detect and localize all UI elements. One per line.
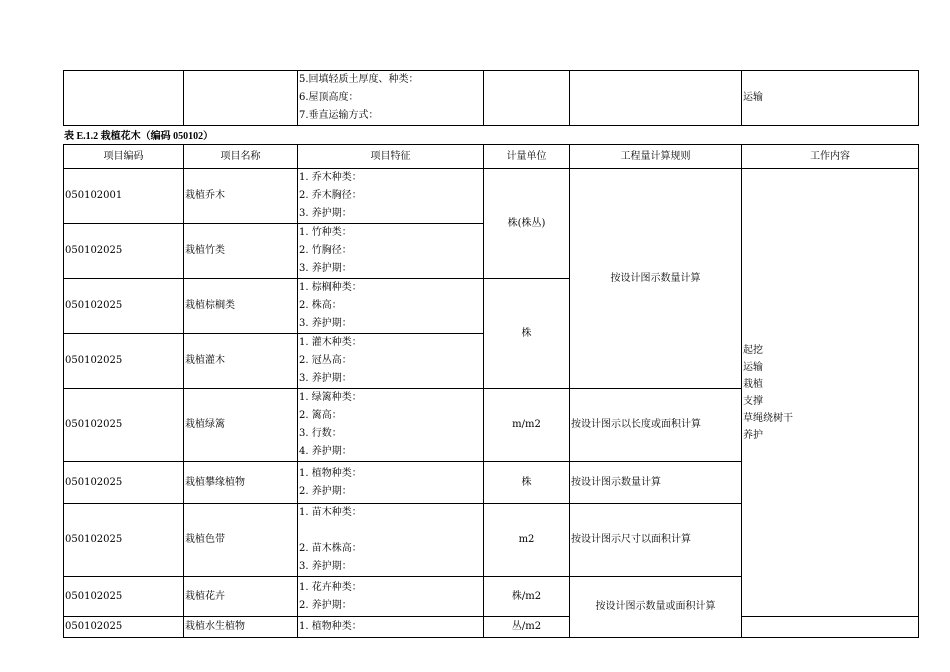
work-cell — [742, 617, 919, 638]
feature-line: 1. 竹种类： — [299, 227, 352, 238]
name-cell: 栽植花卉 — [184, 577, 298, 617]
feature-line: 2. 株高： — [299, 300, 342, 311]
feature-line: 3. 养护期： — [299, 373, 352, 384]
name-cell: 栽植竹类 — [184, 224, 298, 279]
continuation-table — [63, 70, 919, 126]
code-cell: 050102025 — [64, 462, 184, 504]
work-item: 草绳绕树干 — [743, 412, 793, 424]
work-item: 栽植 — [743, 378, 763, 390]
code-cell — [64, 71, 184, 126]
feature-line: 1. 苗木种类： — [299, 507, 362, 518]
code-cell: 050102025 — [64, 577, 184, 617]
name-cell: 栽植色带 — [184, 504, 298, 577]
features-cell — [298, 504, 484, 577]
work-cell: 运输 — [742, 71, 919, 126]
features-cell — [298, 389, 484, 462]
code-cell: 050102025 — [64, 617, 184, 638]
table-row — [64, 169, 919, 224]
features-cell — [298, 169, 484, 224]
rule-cell: 按设计图示以长度或面积计算 — [570, 389, 742, 462]
feature-line: 3. 养护期： — [299, 208, 352, 219]
header-unit: 计量单位 — [484, 145, 570, 169]
header-code: 项目编码 — [64, 145, 184, 169]
rule-cell: 按设计图示数量计算 — [570, 462, 742, 504]
name-cell: 栽植绿篱 — [184, 389, 298, 462]
feature-line: 1. 棕榈种类： — [299, 282, 362, 293]
header-name: 项目名称 — [184, 145, 298, 169]
planting-table — [63, 144, 919, 638]
feature-line: 1. 植物种类： — [299, 467, 362, 479]
code-cell: 050102025 — [64, 334, 184, 389]
unit-cell — [484, 71, 570, 126]
rule-cell: 按设计图示数量或面积计算 — [570, 577, 742, 638]
feature-line: 2. 苗木株高： — [299, 543, 362, 554]
work-content-cell — [742, 169, 919, 617]
features-cell — [298, 577, 484, 617]
feature-line: 5.回填轻质土厚度、种类： — [299, 74, 419, 85]
feature-line: 1. 花卉种类： — [299, 581, 362, 593]
unit-cell: 株/m2 — [484, 577, 570, 617]
header-row — [64, 145, 919, 169]
header-work: 工作内容 — [742, 145, 919, 169]
feature-line — [299, 522, 483, 540]
work-item: 运输 — [743, 361, 763, 373]
rule-cell — [570, 71, 742, 126]
features-cell — [298, 334, 484, 389]
feature-line: 2. 养护期： — [299, 599, 352, 611]
rule-cell: 按设计图示数量计算 — [570, 169, 742, 389]
feature-line: 2. 冠丛高： — [299, 355, 352, 366]
table-row — [64, 71, 919, 126]
work-item: 起挖 — [743, 344, 763, 356]
feature-line: 2. 竹胸径： — [299, 245, 352, 256]
features-cell — [298, 462, 484, 504]
unit-cell: m/m2 — [484, 389, 570, 462]
feature-line: 6.屋顶高度： — [299, 92, 359, 103]
feature-line: 3. 养护期： — [299, 318, 352, 329]
feature-line: 1. 灌木种类： — [299, 337, 362, 348]
unit-cell: 株 — [484, 279, 570, 389]
feature-line: 1. 乔木种类： — [299, 172, 362, 183]
header-features: 项目特征 — [298, 145, 484, 169]
rule-cell: 按设计图示尺寸以面积计算 — [570, 504, 742, 577]
features-cell — [298, 617, 484, 638]
code-cell: 050102025 — [64, 279, 184, 334]
feature-line: 3. 养护期： — [299, 263, 352, 274]
code-cell: 050102025 — [64, 389, 184, 462]
feature-line: 3. 养护期： — [299, 561, 352, 572]
name-cell: 栽植攀缘植物 — [184, 462, 298, 504]
code-cell: 050102025 — [64, 504, 184, 577]
feature-line: 2. 篱高： — [299, 410, 342, 421]
feature-line: 2. 养护期： — [299, 485, 352, 497]
code-cell: 050102001 — [64, 169, 184, 224]
unit-cell: 株(株丛) — [484, 169, 570, 279]
feature-line: 1. 植物种类： — [299, 621, 362, 632]
feature-line: 7.垂直运输方式： — [299, 110, 379, 121]
work-item: 养护 — [743, 429, 763, 441]
name-cell: 栽植乔木 — [184, 169, 298, 224]
unit-cell: 株 — [484, 462, 570, 504]
features-cell — [298, 279, 484, 334]
name-cell: 栽植水生植物 — [184, 617, 298, 638]
work-item: 支撑 — [743, 395, 763, 407]
feature-line: 2. 乔木胸径： — [299, 190, 362, 201]
name-cell — [184, 71, 298, 126]
name-cell: 栽植灌木 — [184, 334, 298, 389]
unit-cell: m2 — [484, 504, 570, 577]
features-cell — [298, 71, 484, 126]
feature-line: 3. 行数： — [299, 428, 342, 439]
feature-line: 4. 养护期： — [299, 446, 352, 457]
code-cell: 050102025 — [64, 224, 184, 279]
features-cell — [298, 224, 484, 279]
name-cell: 栽植棕榈类 — [184, 279, 298, 334]
feature-line: 1. 绿篱种类： — [299, 392, 362, 403]
unit-cell: 丛/m2 — [484, 617, 570, 638]
table-caption: 表 E.1.2 栽植花木（编码 050102） — [64, 131, 214, 142]
table-row — [64, 617, 919, 638]
header-rule: 工程量计算规则 — [570, 145, 742, 169]
